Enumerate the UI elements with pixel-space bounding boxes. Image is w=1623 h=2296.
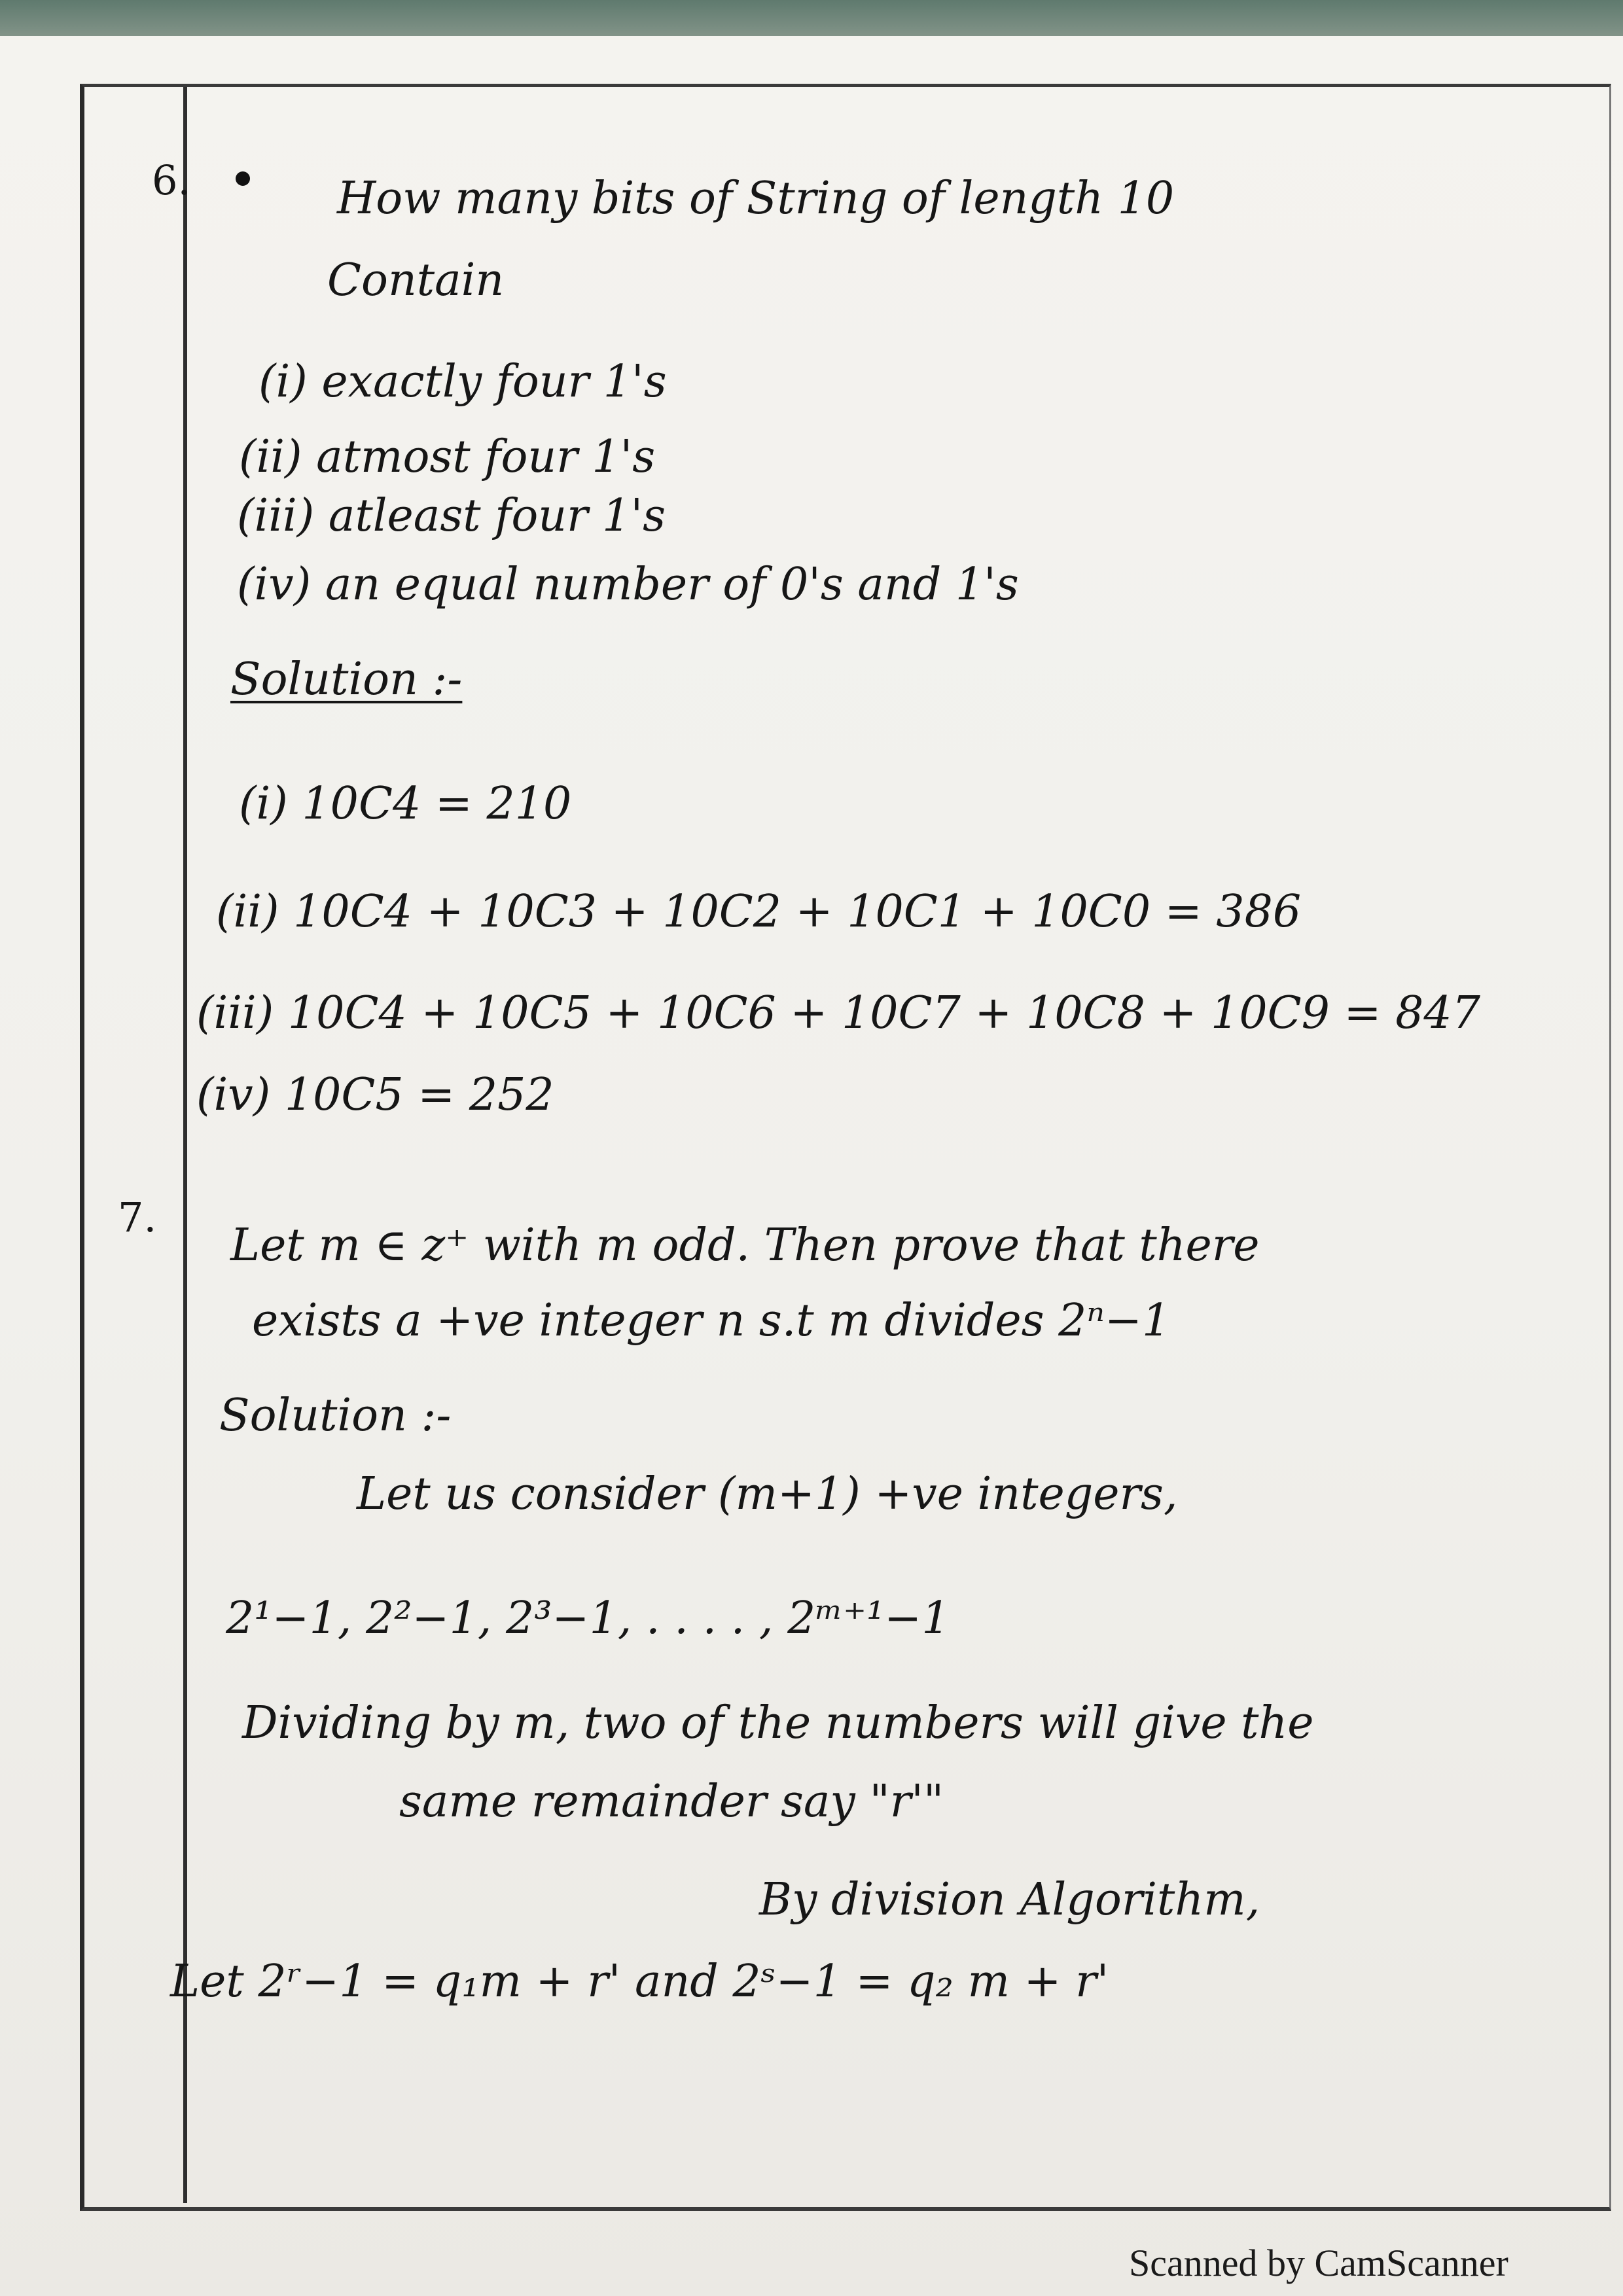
answer-i: (i) 10C4 = 210	[239, 778, 572, 830]
question-6-part-iv: (iv) an equal number of 0's and 1's	[237, 559, 1019, 610]
margin-line	[183, 87, 187, 2203]
question-6-text-line2: Contain	[327, 255, 505, 306]
solution-line-1: Let us consider (m+1) +ve integers,	[357, 1468, 1178, 1520]
question-6-part-iii: (iii) atleast four 1's	[237, 490, 666, 542]
question-7-text-line2: exists a +ve integer n s.t m divides 2ⁿ−1	[252, 1295, 1171, 1347]
question-7-text-line1: Let m ∈ z⁺ with m odd. Then prove that there	[230, 1220, 1260, 1271]
answer-iv: (iv) 10C5 = 252	[196, 1069, 554, 1121]
question-7-number: 7.	[118, 1193, 157, 1241]
question-6-part-ii: (ii) atmost four 1's	[239, 431, 656, 483]
solution-line-3: Dividing by m, two of the numbers will give the	[242, 1697, 1314, 1749]
solution-line-2: 2¹−1, 2²−1, 2³−1, . . . . , 2ᵐ⁺¹−1	[226, 1593, 950, 1644]
scanner-watermark: Scanned by CamScanner	[1129, 2242, 1508, 2284]
solution-line-6: Let 2ʳ−1 = q₁m + r' and 2ˢ−1 = q₂ m + r'	[170, 1956, 1109, 2007]
question-6-text-line1: How many bits of String of length 10	[337, 173, 1175, 224]
question-6-solution-label: Solution :-	[230, 654, 463, 705]
question-7-solution-label: Solution :-	[219, 1390, 452, 1441]
question-6-part-i: (i) exactly four 1's	[259, 356, 667, 408]
solution-line-5: By division Algorithm,	[759, 1874, 1260, 1926]
answer-iii: (iii) 10C4 + 10C5 + 10C6 + 10C7 + 10C8 + 10C9 = 847	[196, 987, 1480, 1039]
bullet-dot	[236, 171, 250, 186]
question-6-number: 6.	[152, 156, 191, 204]
solution-line-4: same remainder say "r'"	[399, 1776, 944, 1828]
answer-ii: (ii) 10C4 + 10C3 + 10C2 + 10C1 + 10C0 = 386	[216, 886, 1302, 938]
